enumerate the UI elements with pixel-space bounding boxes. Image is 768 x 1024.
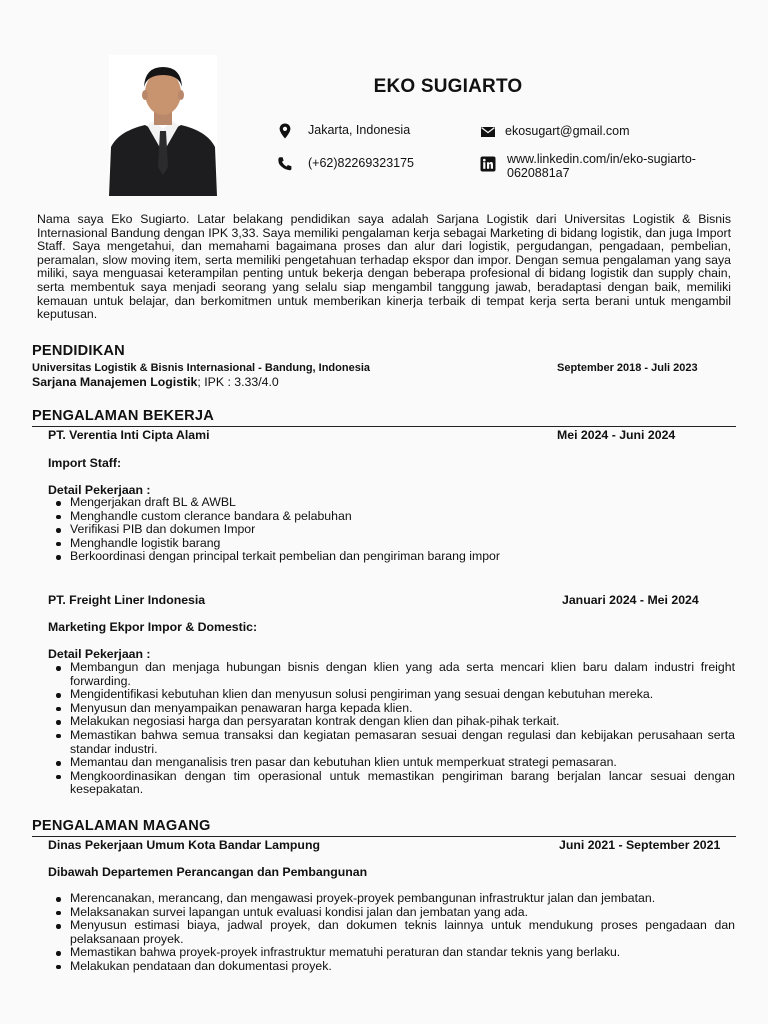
internship-heading: PENGALAMAN MAGANG [32, 818, 211, 834]
work-heading: PENGALAMAN BEKERJA [32, 408, 214, 424]
education-period: September 2018 - Juli 2023 [557, 362, 698, 374]
job-details-label: Detail Pekerjaan : [48, 483, 151, 497]
internship-company: Dinas Pekerjaan Umum Kota Bandar Lampung [48, 838, 320, 852]
section-divider [32, 426, 736, 427]
phone-icon [277, 156, 293, 172]
job-period: Januari 2024 - Mei 2024 [562, 593, 699, 607]
list-item: Mengidentifikasi kebutuhan klien dan menyusun solusi pengiriman yang sesuai dengan kebutuhan mereka. [48, 688, 735, 702]
list-item: Membangun dan menjaga hubungan bisnis dengan klien yang ada serta mencari klien baru dalam industri freight forwarding. [48, 661, 735, 688]
education-institution: Universitas Logistik & Bisnis Internasional - Bandung, Indonesia [32, 362, 371, 374]
list-item: Memastikan bahwa proyek-proyek infrastruktur mematuhi peraturan dan standar teknis yang berlaku. [48, 946, 735, 960]
section-divider [32, 836, 736, 837]
job-details-label: Detail Pekerjaan : [48, 647, 151, 661]
list-item: Menghandle custom clerance bandara & pelabuhan [48, 510, 728, 524]
list-item: Mengerjakan draft BL & AWBL [48, 496, 728, 510]
list-item: Verifikasi PIB dan dokumen Impor [48, 523, 728, 537]
internship-department: Dibawah Departemen Perancangan dan Pembangunan [48, 865, 368, 879]
education-degree-line [32, 375, 279, 389]
linkedin-link[interactable]: www.linkedin.com/in/eko-sugiarto-0620881a7 [507, 152, 696, 180]
job-company: PT. Freight Liner Indonesia [48, 593, 206, 607]
list-item: Melakukan pendataan dan dokumentasi proyek. [48, 960, 735, 974]
job-task-list [48, 496, 728, 564]
education-degree: Sarjana Manajemen Logistik [32, 375, 198, 389]
list-item: Berkoordinasi dengan principal terkait pembelian dan pengiriman barang impor [48, 550, 728, 564]
list-item: Merencanakan, merancang, dan mengawasi proyek-proyek pembangunan infrastruktur jalan dan jembatan. [48, 892, 735, 906]
education-heading: PENDIDIKAN [32, 343, 125, 359]
list-item: Mengkoordinasikan dengan tim operasional untuk memastikan pengiriman barang berjalan lancar sesuai dengan kesepakatan. [48, 770, 735, 797]
map-pin-icon [277, 123, 293, 139]
location-text: Jakarta, Indonesia [308, 123, 411, 137]
list-item: Melaksanakan survei lapangan untuk evaluasi kondisi jalan dan jembatan yang ada. [48, 906, 735, 920]
education-gpa: ; IPK : 3.33/4.0 [197, 375, 279, 389]
job-task-list [48, 661, 735, 797]
person-portrait-image [109, 55, 217, 196]
internship-period: Juni 2021 - September 2021 [559, 838, 721, 852]
profile-photo [109, 55, 217, 196]
job-period: Mei 2024 - Juni 2024 [557, 428, 676, 442]
profile-summary: Nama saya Eko Sugiarto. Latar belakang pendidikan saya adalah Sarjana Logistik dari Universitas Logistik & Bisnis Internasional Bandung dengan IPK 3,33. Saya memiliki pengalaman kerja sebagai Marketing di bidang logistik, dan juga Import Staff. Saya mengetahui, dan memahami bagaimana proses dan alur dari logistik, pergudangan, pengadaan, pembelian, peramalan, slow moving item, serta memiliki pengetahuan terhadap ekspor dan impor. Dengan semua pengalaman yang saya miliki, saya menguasai keterampilan penting untuk bekerja dengan beberapa profesional di bidang logistik dan supply chain, serta membentuk saya menjadi seorang yang selalu siap mengambil tanggung jawab, beradaptasi dengan baik, memiliki kemauan untuk belajar, dan berkomitmen untuk memberikan kinerja terbaik di tempat kerja serta berani untuk mengambil keputusan. [37, 212, 731, 322]
email-link[interactable]: ekosugart@gmail.com [505, 124, 630, 138]
job-role: Marketing Ekpor Impor & Domestic: [48, 620, 258, 634]
job-role: Import Staff: [48, 456, 122, 470]
list-item: Melakukan negosiasi harga dan persyaratan kontrak dengan klien dan pihak-pihak terkait. [48, 715, 735, 729]
phone-text: (+62)82269323175 [308, 156, 414, 170]
linkedin-icon [480, 156, 496, 172]
list-item: Memantau dan menganalisis tren pasar dan kebutuhan klien untuk memperkuat strategi pemasaran. [48, 756, 735, 770]
list-item: Menyusun estimasi biaya, jadwal proyek, dan dokumen teknis lainnya untuk mendukung proses pengadaan dan pelaksanaan proyek. [48, 919, 735, 946]
internship-task-list [48, 892, 735, 974]
list-item: Menyusun dan menyampaikan penawaran harga kepada klien. [48, 702, 735, 716]
candidate-name: EKO SUGIARTO [373, 76, 523, 97]
job-company: PT. Verentia Inti Cipta Alami [48, 428, 210, 442]
envelope-icon [480, 124, 496, 140]
list-item: Memastikan bahwa semua transaksi dan kegiatan pemasaran sesuai dengan regulasi dan kebijakan perusahaan serta standar industri. [48, 729, 735, 756]
list-item: Menghandle logistik barang [48, 537, 728, 551]
